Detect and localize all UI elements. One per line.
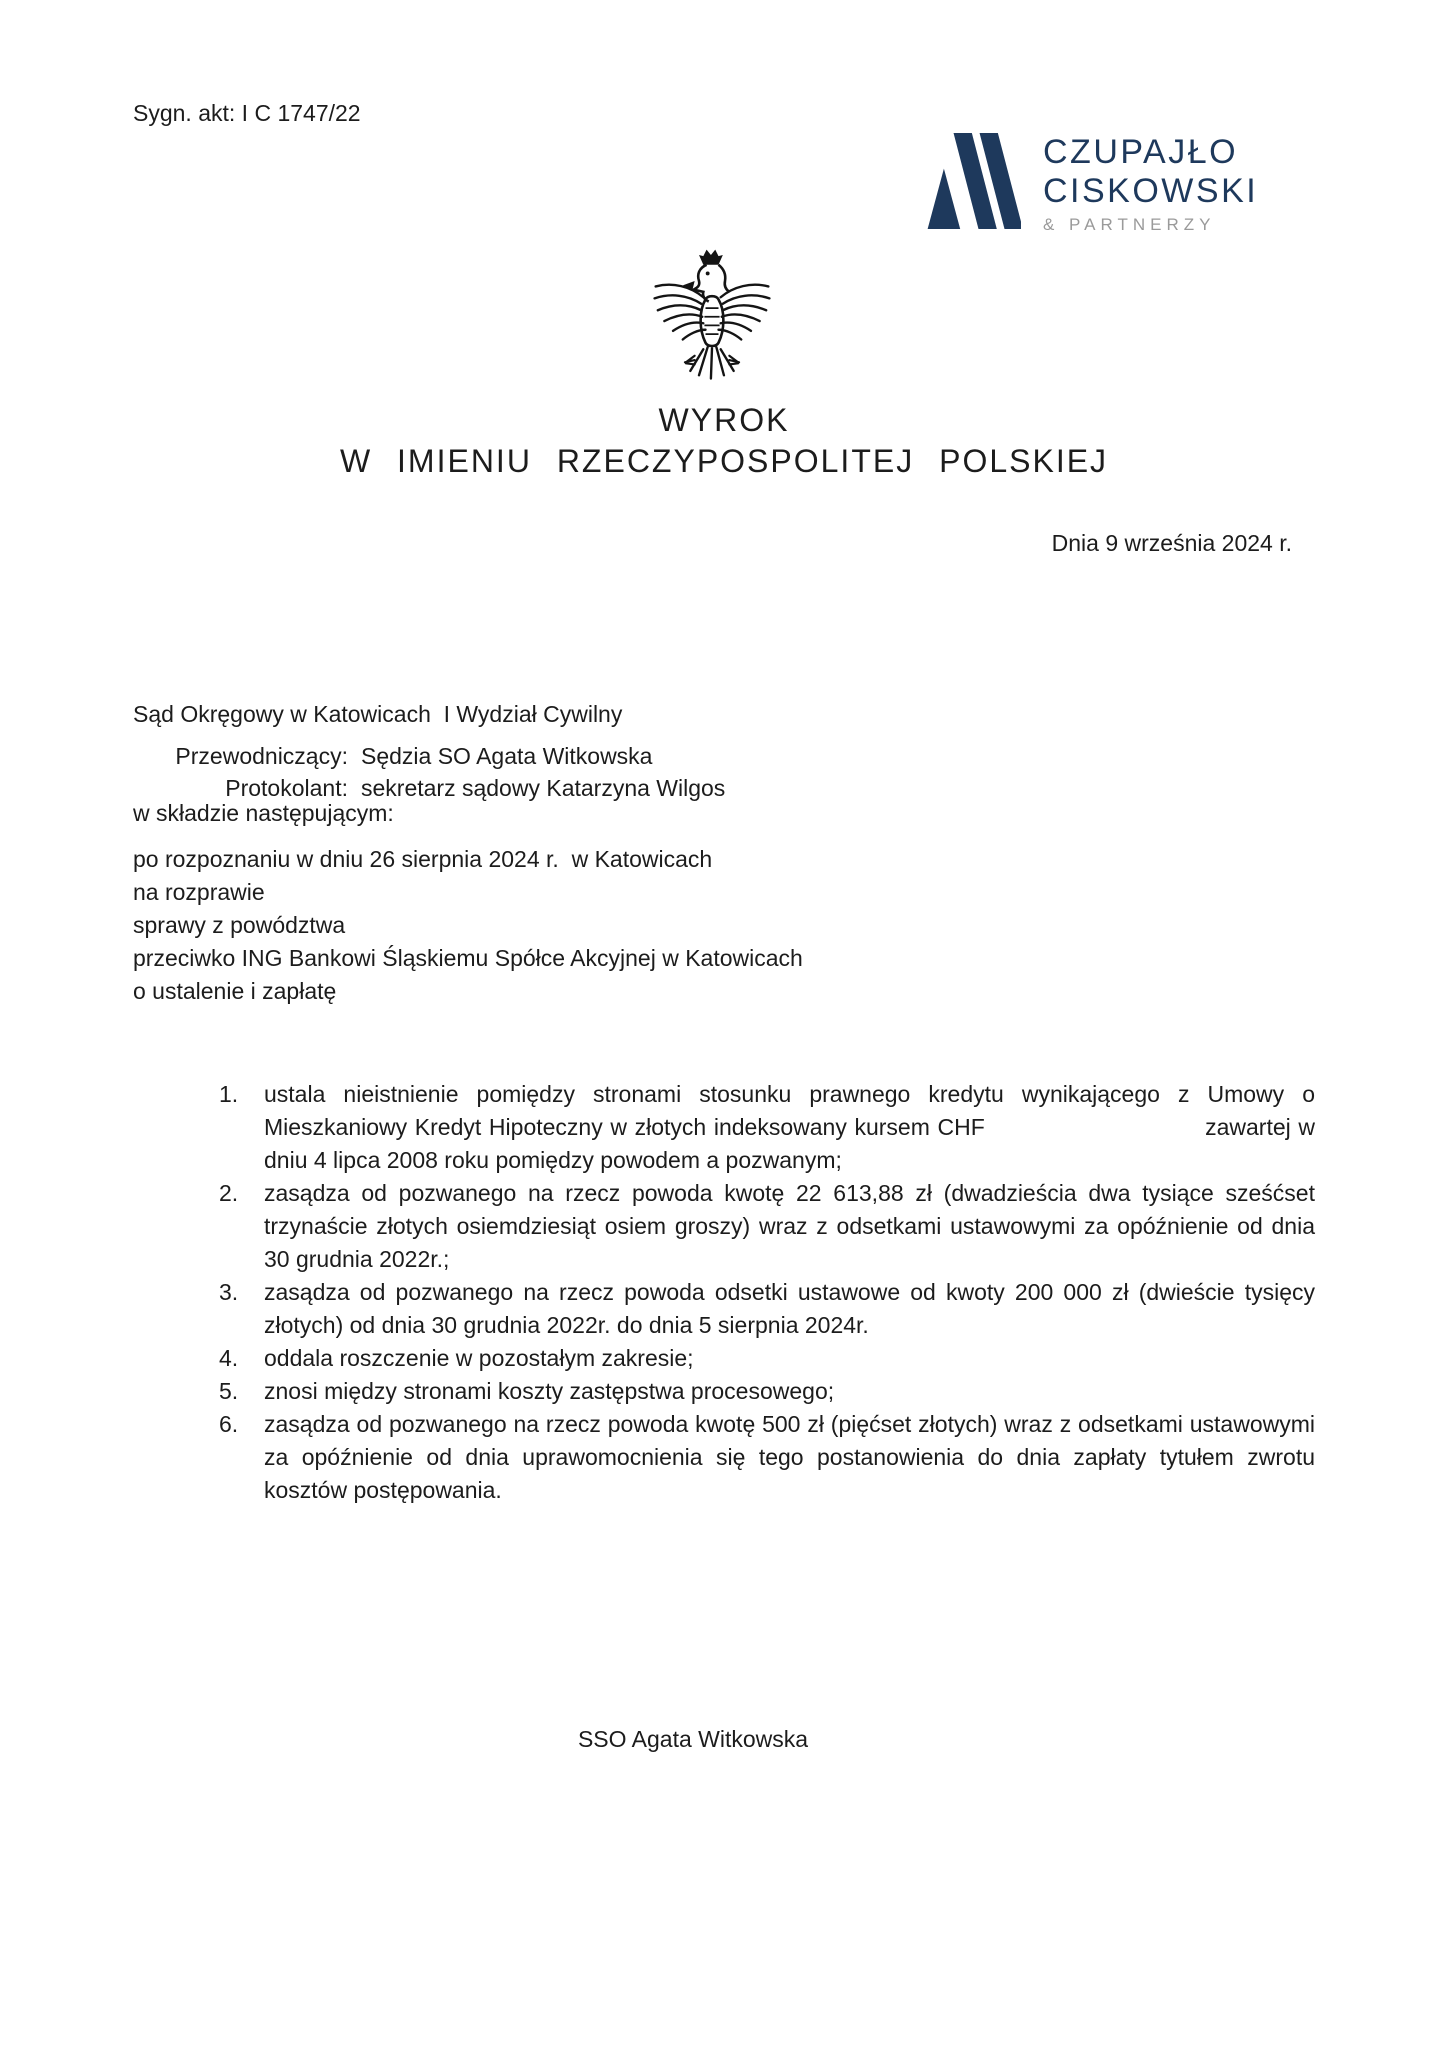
law-firm-logo-text — [1043, 133, 1258, 233]
panel-person-name: sekretarz sądowy Katarzyna Wilgos — [361, 775, 726, 801]
law-firm-logo — [915, 133, 1258, 237]
panel-person-name: Sędzia SO Agata Witkowska — [361, 743, 653, 769]
document-title-block — [0, 400, 1448, 482]
judgment-date: Dnia 9 września 2024 r. — [1051, 530, 1292, 556]
ruling-item — [133, 1375, 1315, 1408]
ruling-text: oddala roszczenie w pozostałym zakresie; — [264, 1345, 694, 1371]
judge-signature: SSO Agata Witkowska — [577, 1726, 809, 1752]
ruling-item — [133, 1276, 1315, 1342]
ruling-item — [133, 1078, 1315, 1177]
case-intro-line: przeciwko ING Bankowi Śląskiemu Spółce Akcyjnej w Katowicach — [133, 945, 803, 971]
logo-partners-line: & PARTNERZY — [1043, 215, 1216, 234]
case-intro-line: na rozprawie — [133, 879, 265, 905]
court-composition-line: w składzie następującym: — [133, 800, 394, 826]
ruling-number: 3. — [219, 1279, 239, 1305]
polish-eagle-emblem — [647, 248, 777, 392]
ruling-number: 1. — [219, 1081, 239, 1107]
panel-composition — [133, 740, 725, 804]
ruling-number: 6. — [219, 1411, 239, 1437]
ruling-text: zasądza od pozwanego na rzecz powoda kwotę 500 zł (pięćset złotych) wraz z odsetkami ustawowymi za opóźnienie od dnia uprawomocnienia się tego postanowienia do dnia zapłaty tytułem zwrotu kosztów postępowania. — [264, 1411, 1315, 1503]
case-intro-line: po rozpoznaniu w dniu 26 sierpnia 2024 r. w Katowicach — [133, 846, 713, 872]
ruling-number: 4. — [219, 1345, 239, 1371]
case-intro-line: o ustalenie i zapłatę — [133, 978, 337, 1004]
panel-row — [133, 772, 725, 804]
case-introduction — [133, 843, 803, 1008]
ruling-item — [133, 1177, 1315, 1276]
rulings-section — [133, 1078, 1315, 1507]
document-title: WYROK — [658, 402, 790, 438]
panel-role-label: Protokolant: — [225, 775, 348, 801]
court-name-line: Sąd Okręgowy w Katowicach I Wydział Cywilny — [133, 701, 623, 727]
ruling-text: zasądza od pozwanego na rzecz powoda odsetki ustawowe od kwoty 200 000 zł (dwieście tysięcy złotych) od dnia 30 grudnia 2022r. do dnia 5 sierpnia 2024r. — [264, 1279, 1315, 1338]
case-intro-line: sprawy z powództwa — [133, 912, 346, 938]
case-reference: Sygn. akt: I C 1747/22 — [133, 100, 361, 126]
ruling-text: znosi między stronami koszty zastępstwa procesowego; — [264, 1378, 835, 1404]
ruling-number: 5. — [219, 1378, 239, 1404]
document-subtitle: W IMIENIU RZECZYPOSPOLITEJ POLSKIEJ — [339, 443, 1109, 479]
panel-role-label: Przewodniczący: — [175, 743, 348, 769]
ruling-number: 2. — [219, 1180, 239, 1206]
logo-name-line1: CZUPAJŁO — [1043, 133, 1239, 171]
ruling-item — [133, 1408, 1315, 1507]
ruling-text: ustala nieistnienie pomiędzy stronami stosunku prawnego kredytu wynikającego z Umowy o Mieszkaniowy Kredyt Hipoteczny w złotych indeksowany kursem CHF zawartej w dniu 4 lipca 2008 roku pomiędzy powodem a pozwanym; — [264, 1081, 1315, 1173]
logo-name-line2: CISKOWSKI — [1043, 172, 1259, 210]
panel-row — [133, 740, 725, 772]
ruling-text: zasądza od pozwanego na rzecz powoda kwotę 22 613,88 zł (dwadzieścia dwa tysiące sześćset trzynaście złotych osiemdziesiąt osiem groszy) wraz z odsetkami ustawowymi za opóźnienie od dnia 30 grudnia 2022r.; — [264, 1180, 1315, 1272]
rulings-list — [133, 1078, 1315, 1507]
ruling-item — [133, 1342, 1315, 1375]
law-firm-logo-icon — [915, 133, 1021, 237]
